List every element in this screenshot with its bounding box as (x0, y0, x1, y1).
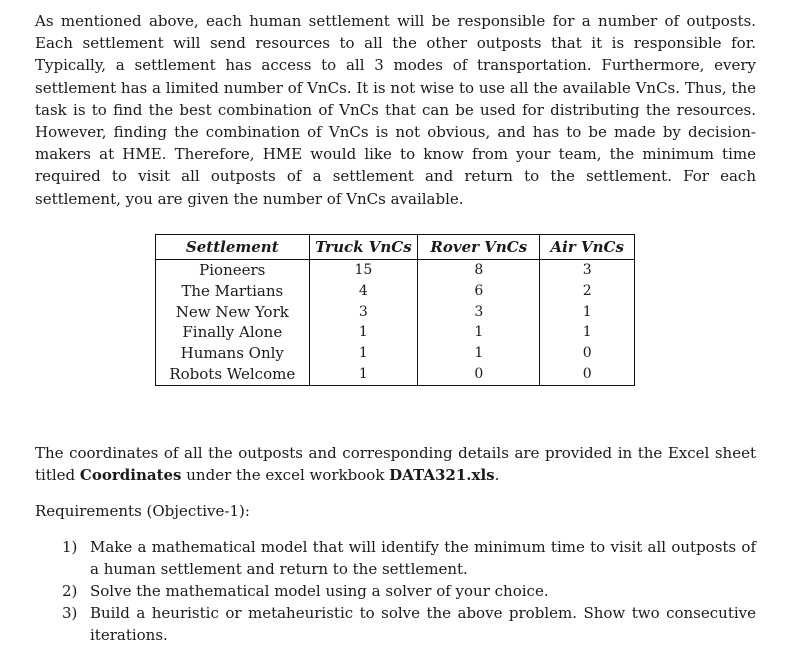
cell-truck: 1 (309, 364, 418, 385)
list-item (62, 602, 756, 646)
workbook-name: DATA321.xls (389, 466, 495, 484)
list-text: Build a heuristic or metaheuristic to solve the above problem. Show two consecutive iterations. (90, 604, 756, 644)
intro-paragraph: As mentioned above, each human settlement will be responsible for a number of outposts. Each settlement will send resources to all the other outposts that it is responsible for. Typically, a settlement has access to all 3 modes of transportation. Furthermore, every settlement has a limited number of VnCs. It is not wise to use all the available VnCs. Thus, the task is to find the best combination of VnCs that can be used for distributing the resources. However, finding the combination of VnCs is not obvious, and has to be made by decision-makers at HME. Therefore, HME would like to know from your team, the minimum time required to visit all outposts of a settlement and return to the settlement. For each settlement, you are given the number of VnCs available. (35, 12, 756, 208)
vnc-table (155, 234, 635, 386)
header-settlement: Settlement (156, 235, 310, 260)
cell-air: 3 (540, 260, 635, 281)
cell-rover: 1 (418, 322, 540, 343)
table-row (156, 302, 635, 323)
list-text: Make a mathematical model that will identify the minimum time to visit all outposts of a human settlement and return to the settlement. (90, 538, 756, 578)
cell-air: 2 (540, 281, 635, 302)
cell-truck: 1 (309, 322, 418, 343)
cell-settlement: The Martians (156, 281, 310, 302)
cell-rover: 8 (418, 260, 540, 281)
table-row (156, 260, 635, 281)
list-item (62, 536, 756, 580)
table-header-row (156, 235, 635, 260)
header-truck-vncs: Truck VnCs (309, 235, 418, 260)
cell-air: 1 (540, 322, 635, 343)
cell-truck: 15 (309, 260, 418, 281)
cell-rover: 0 (418, 364, 540, 385)
requirements-list (62, 536, 756, 646)
coordinates-text: . (494, 466, 500, 484)
table-row (156, 281, 635, 302)
table-row (156, 343, 635, 364)
requirements-heading: Requirements (Objective-1): (35, 502, 250, 520)
coordinates-text: under the excel workbook (181, 466, 390, 484)
sheet-name: Coordinates (79, 466, 182, 484)
cell-air: 0 (540, 364, 635, 385)
cell-settlement: Humans Only (156, 343, 310, 364)
cell-rover: 1 (418, 343, 540, 364)
cell-rover: 6 (418, 281, 540, 302)
list-number: 2) (62, 582, 78, 600)
list-text: Solve the mathematical model using a solver of your choice. (90, 582, 549, 600)
cell-air: 0 (540, 343, 635, 364)
cell-truck: 1 (309, 343, 418, 364)
cell-settlement: Pioneers (156, 260, 310, 281)
table-row (156, 322, 635, 343)
cell-air: 1 (540, 302, 635, 323)
cell-truck: 4 (309, 281, 418, 302)
cell-settlement: Finally Alone (156, 322, 310, 343)
list-number: 3) (62, 604, 78, 622)
table-row (156, 364, 635, 385)
header-air-vncs: Air VnCs (540, 235, 635, 260)
header-rover-vncs: Rover VnCs (418, 235, 540, 260)
coordinates-paragraph (35, 442, 756, 486)
list-number: 1) (62, 538, 78, 556)
cell-truck: 3 (309, 302, 418, 323)
cell-settlement: New New York (156, 302, 310, 323)
coordinates-text: The coordinates of all the outposts and corresponding details are provided in the Excel sheet titled (35, 444, 756, 484)
cell-rover: 3 (418, 302, 540, 323)
list-item (62, 580, 756, 602)
cell-settlement: Robots Welcome (156, 364, 310, 385)
